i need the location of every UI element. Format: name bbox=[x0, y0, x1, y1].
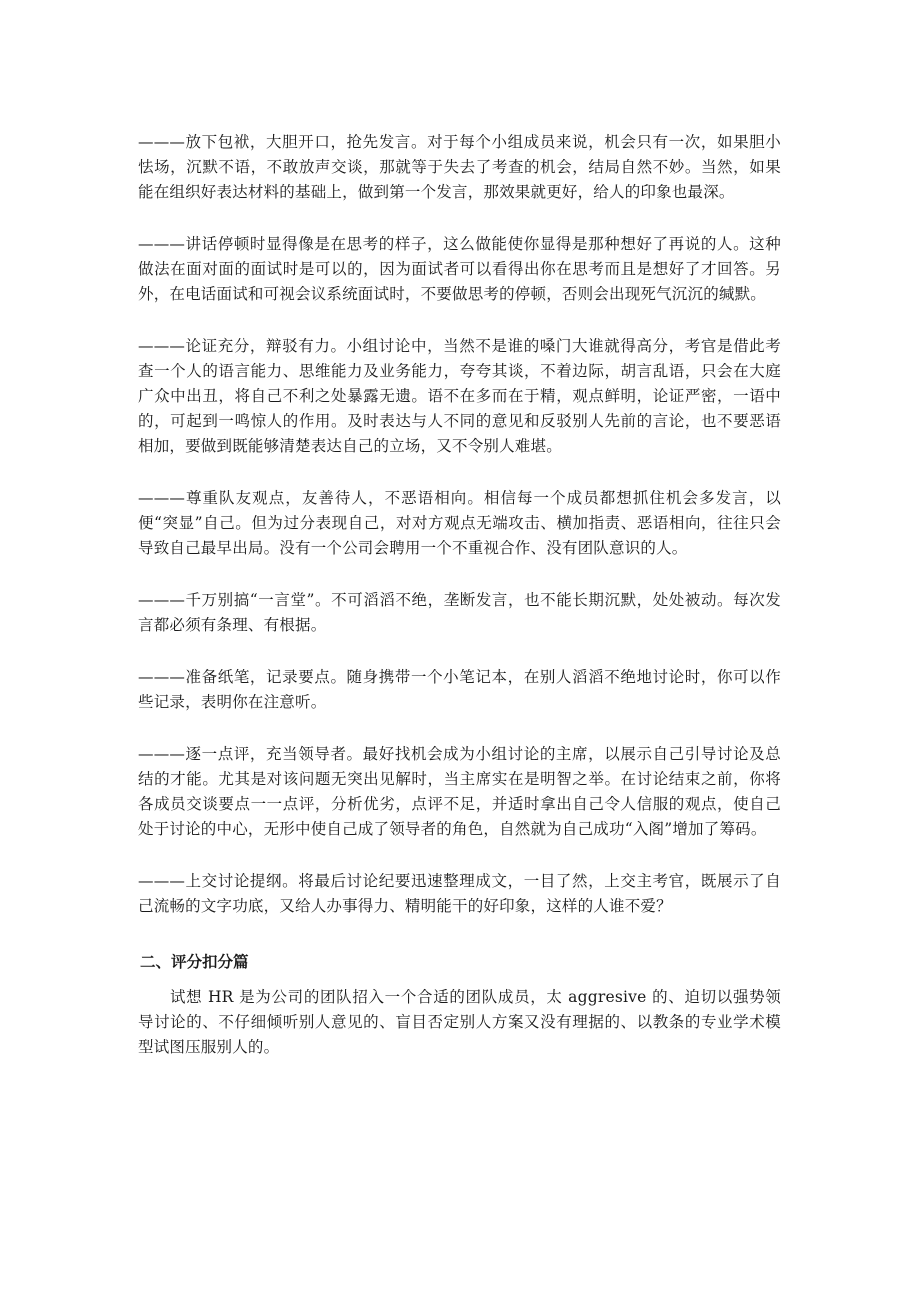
paragraph-take-notes: ———准备纸笔，记录要点。随身携带一个小笔记本，在别人滔滔不绝地讨论时，你可以作些记录，表明你在注意听。 bbox=[138, 668, 781, 711]
section-heading: 二、评分扣分篇 bbox=[140, 953, 249, 971]
paragraph-no-monologue: ———千万别搞“一言堂”。不可滔滔不绝，垄断发言，也不能长期沉默，处处被动。每次发言都必须有条理、有根据。 bbox=[138, 591, 781, 634]
paragraph-gap bbox=[138, 307, 781, 334]
paragraph-gap bbox=[138, 715, 781, 742]
paragraph-respect-teammates: ———尊重队友观点，友善待人，不恶语相向。相信每一个成员都想抓住机会多发言，以便“突显”自己。但为过分表现自己，对对方观点无端攻击、横加指责、恶语相向，往往只会导致自己最早出局。没有一个公司会聘用一个不重视合作、没有团队意识的人。 bbox=[138, 489, 781, 557]
paragraph-gap bbox=[138, 459, 781, 486]
paragraph-act-as-leader: ———逐一点评，充当领导者。最好找机会成为小组讨论的主席，以展示自己引导讨论及总结的才能。尤其是对该问题无突出见解时，当主席实在是明智之举。在讨论结束之前，你将各成员交谈要点一一点评，分析优劣，点评不足，并适时拿出自己令人信服的观点，使自己处于讨论的中心，无形中使自己成了领导者的角色，自然就为自己成功“入阁”增加了筹码。 bbox=[138, 745, 781, 838]
paragraph-pause-thinking: ———讲话停顿时显得像是在思考的样子，这么做能使你显得是那种想好了再说的人。这种做法在面对面的面试时是可以的，因为面试者可以看得出你在思考而且是想好了才回答。另外，在电话面试和可视会议系统面试时，不要做思考的停顿，否则会出现死气沉沉的缄默。 bbox=[138, 235, 781, 303]
paragraph-gap bbox=[138, 842, 781, 869]
paragraph-speak-first: ———放下包袱，大胆开口，抢先发言。对于每个小组成员来说，机会只有一次，如果胆小怯场，沉默不语，不敢放声交谈，那就等于失去了考查的机会，结局自然不妙。当然，如果能在组织好表达材料的基础上，做到第一个发言，那效果就更好，给人的印象也最深。 bbox=[138, 133, 781, 201]
paragraph-submit-outline: ———上交讨论提纲。将最后讨论纪要迅速整理成文，一目了然，上交主考官，既展示了自己流畅的文字功底，又给人办事得力、精明能干的好印象，这样的人谁不爱？ bbox=[138, 872, 781, 915]
document-page bbox=[138, 130, 781, 1060]
paragraph-gap bbox=[138, 205, 781, 232]
paragraph-argue-well: ———论证充分，辩驳有力。小组讨论中，当然不是谁的嗓门大谁就得高分，考官是借此考查一个人的语言能力、思维能力及业务能力，夸夸其谈，不着边际，胡言乱语，只会在大庭广众中出丑，将自己不利之处暴露无遗。语不在多而在于精，观点鲜明，论证严密，一语中的，可起到一鸣惊人的作用。及时表达与人不同的意见和反驳别人先前的言论，也不要恶语相加，要做到既能够清楚表达自己的立场，又不令别人难堪。 bbox=[138, 337, 781, 455]
paragraph-gap bbox=[138, 919, 781, 946]
intro-paragraph: 试想 HR 是为公司的团队招入一个合适的团队成员，太 aggresive 的、迫切以强势领导讨论的、不仔细倾听别人意见的、盲目否定别人方案又没有理据的、以教条的专业学术模型试图压服别人的。 bbox=[138, 988, 781, 1056]
paragraph-gap bbox=[138, 638, 781, 665]
paragraph-gap bbox=[138, 561, 781, 588]
